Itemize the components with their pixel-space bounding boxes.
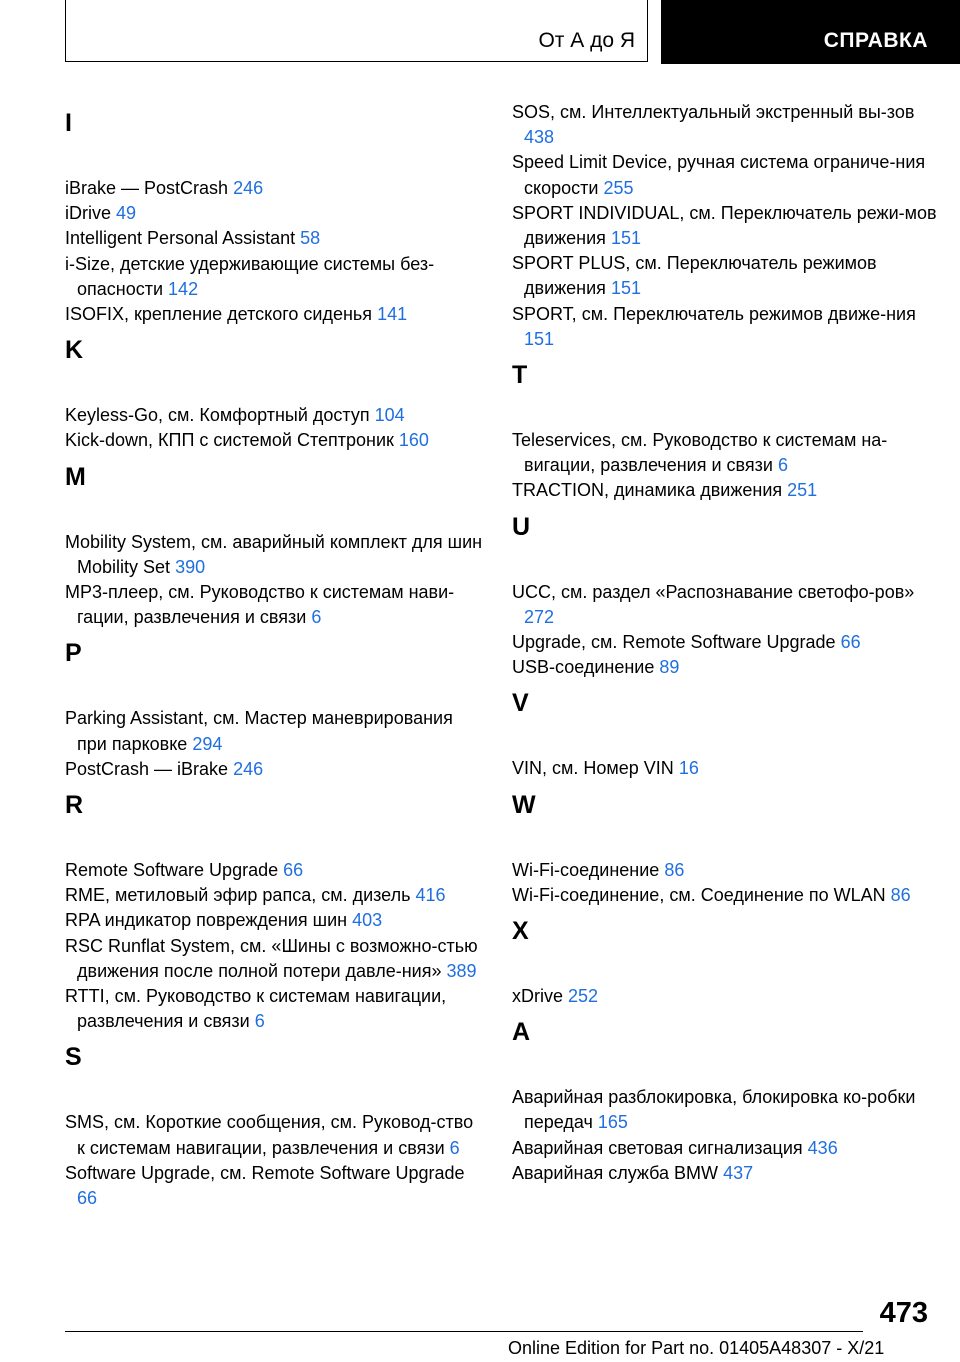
- page-number: 473: [879, 1297, 928, 1329]
- index-page-link[interactable]: 403: [352, 910, 383, 931]
- index-entry-text: Аварийная световая сигнализация: [512, 1137, 803, 1158]
- index-page-link[interactable]: 416: [415, 885, 446, 906]
- index-entry-text: Intelligent Personal Assistant: [65, 228, 296, 249]
- index-entry: [65, 176, 485, 201]
- index-letter-heading: X: [512, 917, 529, 946]
- index-entry-text: RSC Runflat System, см. «Шины с возможно-стью движения после полной потери давле-ния»: [65, 935, 478, 981]
- index-entry: [512, 883, 937, 908]
- index-entry-text: Wi-Fi-соединение, см. Соединение по WLAN: [512, 884, 886, 905]
- index-page-link[interactable]: 272: [524, 606, 555, 627]
- footer-edition: Online Edition for Part no. 01405A48307 - X/21: [508, 1338, 885, 1358]
- index-entry: [65, 201, 485, 226]
- index-entry: [512, 984, 937, 1009]
- index-page-link[interactable]: 104: [374, 405, 405, 426]
- index-entry: [512, 858, 937, 883]
- index-letter-heading: A: [512, 1018, 531, 1047]
- index-letter-heading: R: [65, 791, 84, 820]
- header-section-label: От А до Я: [538, 29, 635, 52]
- index-entry-text: Teleservices, см. Руководство к системам на-вигации, развлечения и связи: [512, 430, 888, 476]
- index-letter-heading: M: [65, 462, 86, 491]
- index-entry-text: Kick-down, КПП с системой Стептроник: [65, 430, 394, 451]
- index-page-link[interactable]: 141: [377, 304, 408, 325]
- index-entry-text: SPORT INDIVIDUAL, см. Переключатель режи-мов движения: [512, 202, 937, 249]
- index-entry: [65, 226, 485, 251]
- index-page-link[interactable]: 6: [449, 1137, 460, 1158]
- index-entry-text: xDrive: [512, 986, 564, 1007]
- index-page-link[interactable]: 438: [524, 127, 555, 148]
- index-entry: [512, 1085, 937, 1135]
- index-entry: [512, 100, 937, 150]
- index-entry: [512, 251, 937, 301]
- index-page-link[interactable]: 49: [116, 203, 137, 224]
- footer-divider: [65, 1331, 863, 1332]
- index-page-link[interactable]: 246: [233, 178, 264, 198]
- index-entry-text: RME, метиловый эфир рапса, см. дизель: [65, 885, 411, 906]
- index-entry-text: VIN, см. Номер VIN: [512, 758, 674, 779]
- index-entry: [65, 428, 485, 453]
- index-entry: [65, 858, 485, 883]
- index-letter-heading: V: [512, 689, 529, 718]
- header-chapter-label: СПРАВКА: [823, 29, 928, 52]
- index-page-link[interactable]: 294: [192, 733, 223, 754]
- index-entry: [512, 201, 937, 251]
- index-entry: [512, 630, 937, 655]
- index-entry-text: iDrive: [65, 203, 112, 224]
- index-entry: [512, 756, 937, 781]
- index-entry: [512, 1136, 937, 1161]
- index-page-link[interactable]: 6: [254, 1011, 265, 1032]
- index-entry: [65, 1110, 485, 1160]
- index-page-link[interactable]: 151: [610, 228, 641, 249]
- index-entry-text: Mobility System, см. аварийный комплект для шин Mobility Set: [65, 531, 483, 577]
- header-section-tab: [65, 0, 648, 62]
- index-entry-text: Software Upgrade, см. Remote Software Upgrade: [65, 1162, 465, 1183]
- index-entry-text: RPA индикатор повреждения шин: [65, 910, 348, 931]
- index-entry-text: Remote Software Upgrade: [65, 860, 279, 881]
- index-page-link[interactable]: 255: [603, 177, 634, 198]
- index-entry-text: USB-соединение: [512, 657, 655, 678]
- index-entry: [512, 150, 937, 200]
- index-entry-text: Аварийная служба BMW: [512, 1162, 719, 1183]
- index-entry-text: iBrake — PostCrash: [65, 178, 229, 198]
- index-entry: [65, 252, 485, 302]
- index-entry-text: SPORT, см. Переключатель режимов движе-ния: [512, 303, 916, 324]
- index-entry: [65, 934, 485, 984]
- index-entry: [512, 655, 937, 680]
- index-entry-text: Keyless-Go, см. Комфортный доступ: [65, 405, 370, 426]
- index-letter-heading: T: [512, 361, 528, 390]
- index-entry-text: Parking Assistant, см. Мастер маневрирования при парковке: [65, 708, 453, 754]
- index-entry-text: SPORT PLUS, см. Переключатель режимов движения: [512, 253, 877, 299]
- index-letter-heading: P: [65, 639, 82, 668]
- index-entry: [512, 428, 937, 478]
- index-column-left: [65, 100, 485, 1211]
- index-entry: [65, 706, 485, 756]
- index-page-link[interactable]: 66: [283, 860, 304, 881]
- index-page-link[interactable]: 6: [777, 455, 788, 476]
- index-page-link[interactable]: 142: [168, 278, 199, 299]
- index-page-link[interactable]: 58: [300, 228, 321, 249]
- index-entry: [65, 883, 485, 908]
- index-page-link[interactable]: 390: [175, 556, 206, 577]
- index-letter-heading: W: [512, 790, 536, 819]
- index-page-link[interactable]: 160: [398, 430, 429, 451]
- index-entry-text: ISOFIX, крепление детского сиденья: [65, 304, 373, 325]
- index-entry: [65, 580, 485, 630]
- index-page-link[interactable]: 151: [610, 278, 641, 299]
- index-entry-text: Wi-Fi-соединение: [512, 859, 660, 880]
- index-letter-heading: I: [65, 109, 72, 137]
- header-chapter-tab: [661, 0, 960, 64]
- index-page-link[interactable]: 436: [807, 1137, 838, 1158]
- index-column-right: [512, 100, 937, 1186]
- index-letter-heading: K: [65, 336, 84, 365]
- index-page-link[interactable]: 251: [787, 480, 818, 501]
- index-page-link[interactable]: 66: [840, 632, 861, 653]
- index-page-link[interactable]: 89: [659, 657, 680, 678]
- index-page-link[interactable]: 437: [723, 1162, 754, 1183]
- index-page-link[interactable]: 16: [678, 758, 699, 779]
- index-entry: [65, 302, 485, 327]
- index-entry-text: RTTI, см. Руководство к системам навигации, развлечения и связи: [65, 986, 447, 1032]
- index-entry-text: TRACTION, динамика движения: [512, 480, 783, 501]
- index-page-link[interactable]: 246: [233, 758, 264, 779]
- index-entry: [65, 530, 485, 580]
- index-page-link[interactable]: 165: [597, 1112, 628, 1133]
- index-entry-text: SMS, см. Короткие сообщения, см. Руковод-ство к системам навигации, развлечения и связи: [65, 1112, 474, 1158]
- index-page-link[interactable]: 151: [524, 328, 555, 349]
- index-letter-heading: S: [65, 1043, 82, 1072]
- index-entry: [65, 403, 485, 428]
- index-entry-text: PostCrash — iBrake: [65, 758, 229, 779]
- index-entry-text: MP3-плеер, см. Руководство к системам нави-гации, развлечения и связи: [65, 582, 455, 628]
- index-entry: [65, 908, 485, 933]
- index-entry: [65, 984, 485, 1034]
- index-page-link[interactable]: 66: [77, 1188, 98, 1209]
- index-entry-text: Аварийная разблокировка, блокировка ко-робки передач: [512, 1087, 916, 1133]
- index-entry-text: SOS, см. Интеллектуальный экстренный вы-зов: [512, 102, 915, 122]
- index-entry-text: Upgrade, см. Remote Software Upgrade: [512, 632, 836, 653]
- index-entry-text: UCC, см. раздел «Распознавание светофо-ров»: [512, 581, 915, 602]
- index-page-link[interactable]: 389: [446, 960, 477, 981]
- index-entry-text: Speed Limit Device, ручная система ограниче-ния скорости: [512, 152, 926, 198]
- index-entry: [512, 478, 937, 503]
- index-page-link[interactable]: 252: [568, 986, 599, 1007]
- index-entry: [65, 1161, 485, 1211]
- index-page-link[interactable]: 6: [311, 607, 322, 628]
- index-entry: [512, 580, 937, 630]
- index-page-link[interactable]: 86: [890, 884, 911, 905]
- index-entry: [512, 302, 937, 352]
- index-letter-heading: U: [512, 512, 531, 541]
- index-page-link[interactable]: 86: [664, 859, 685, 880]
- index-entry-text: i-Size, детские удерживающие системы без-опасности: [65, 253, 435, 299]
- index-entry: [512, 1161, 937, 1186]
- index-entry: [65, 757, 485, 782]
